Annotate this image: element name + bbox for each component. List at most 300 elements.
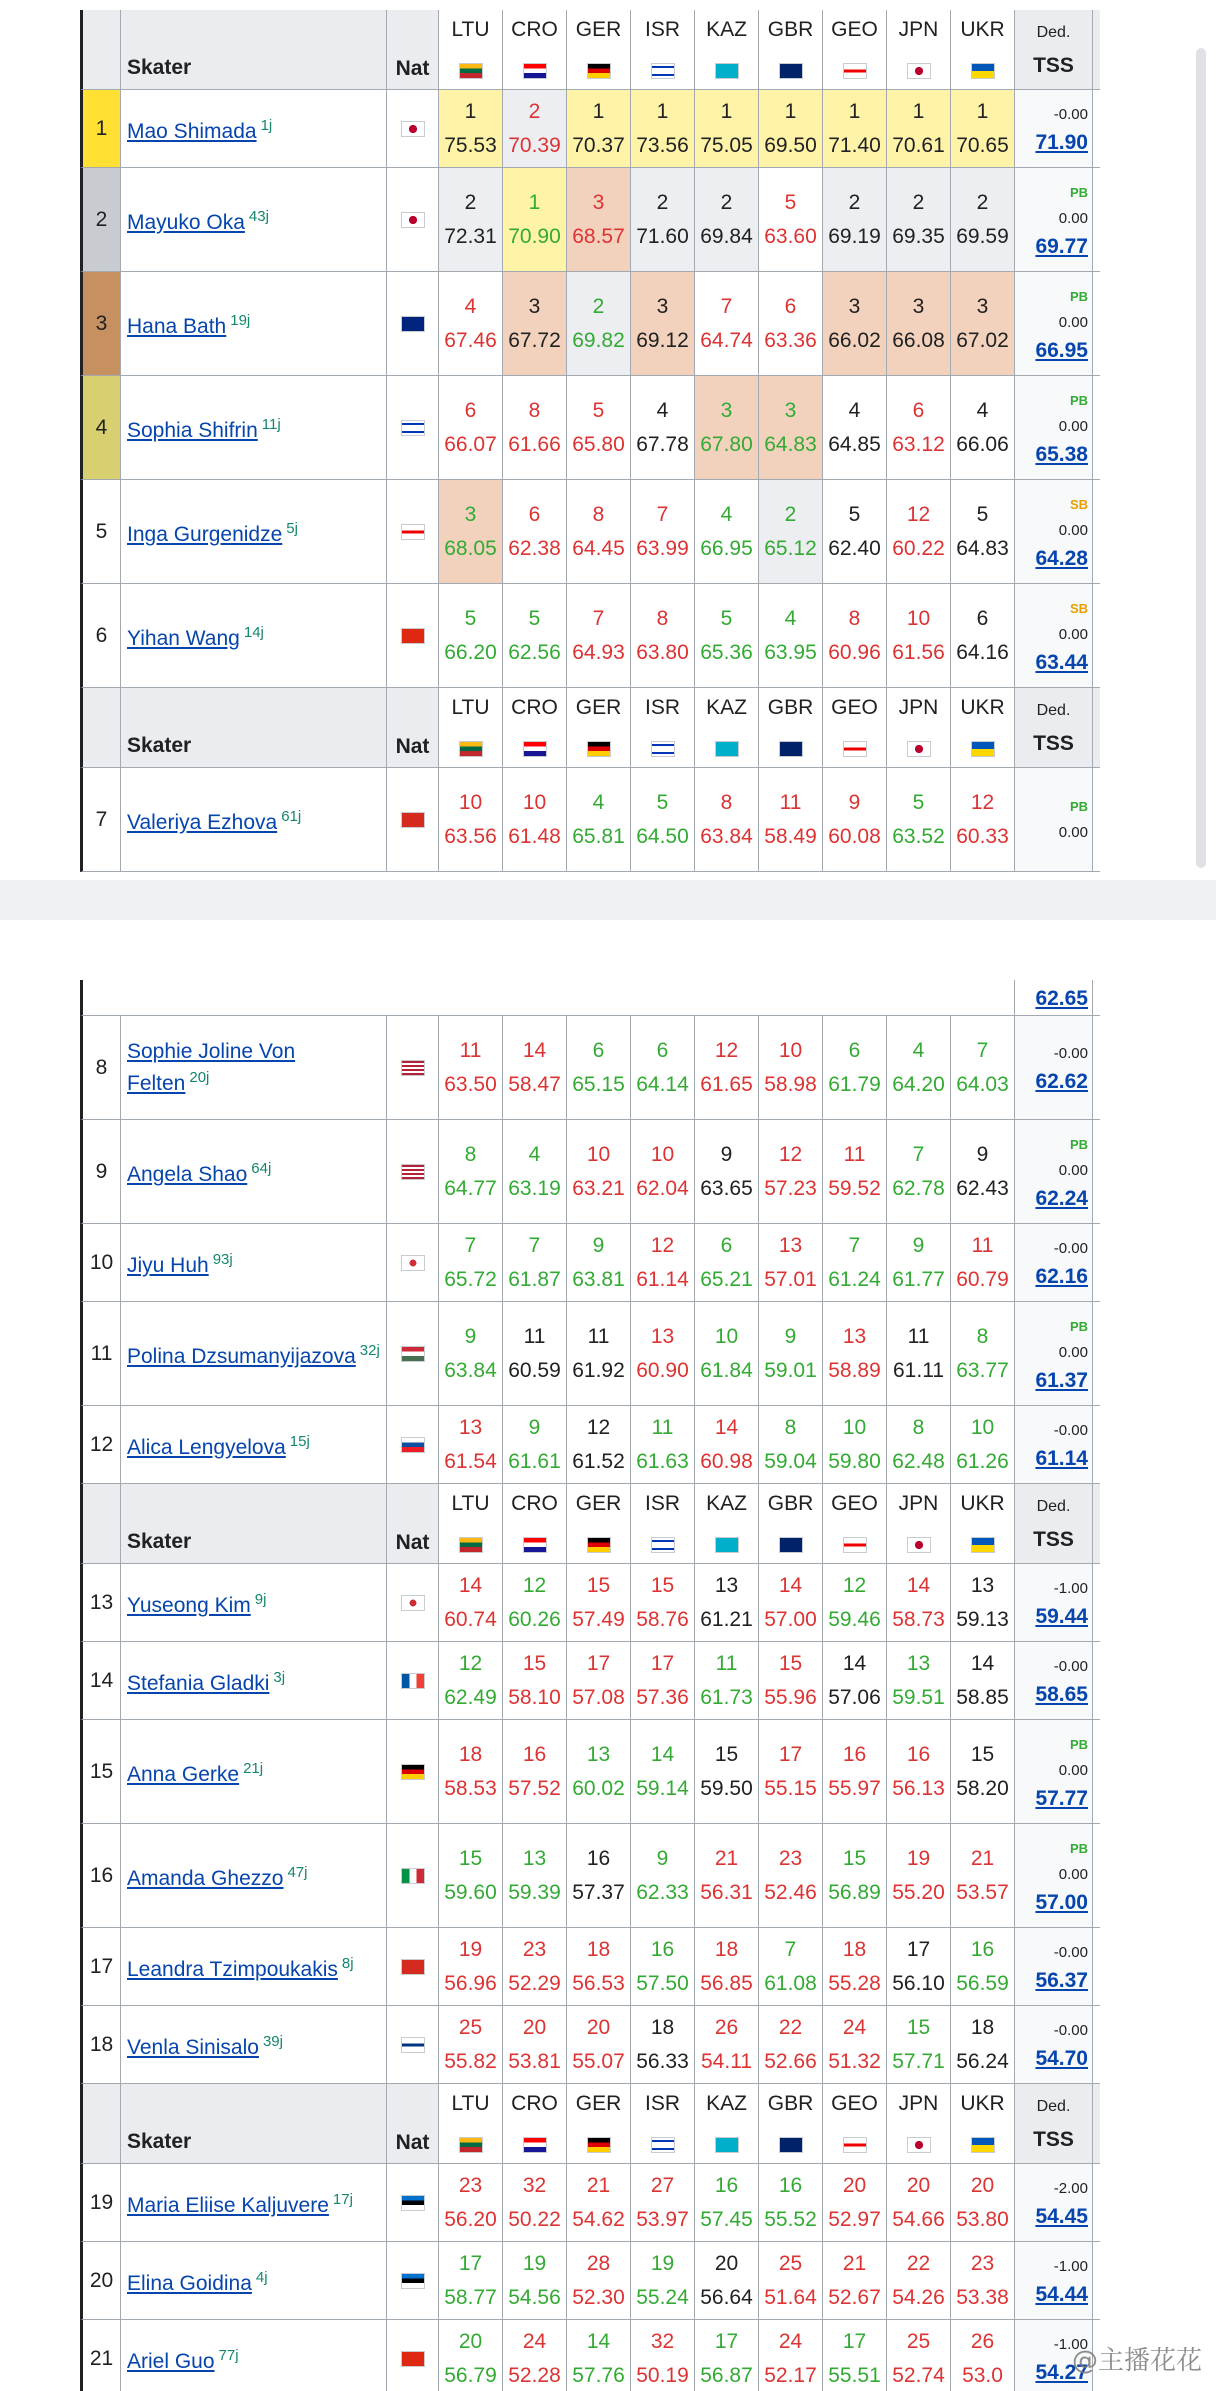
judge-placement: 21: [714, 1846, 739, 1870]
judge-score: 52.97: [828, 2207, 881, 2231]
judge-score: 57.01: [764, 1267, 817, 1291]
judge-score-cell: [823, 1120, 887, 1223]
rank-cell: 7: [83, 768, 121, 871]
judge-ref-note[interactable]: 64j: [251, 1159, 272, 1177]
judge-placement: 2: [848, 190, 861, 214]
skater-name-link[interactable]: Ariel Guo: [127, 2349, 215, 2373]
skater-name-line: [127, 1338, 380, 1370]
judge-column-header: [759, 2084, 823, 2163]
judge-ref-note[interactable]: 39j: [262, 2032, 283, 2050]
judge-score-cell: [759, 1016, 823, 1119]
judge-score: 72.31: [444, 224, 497, 248]
judge-placement: 10: [778, 1038, 803, 1062]
skater-name-link[interactable]: Leandra Tzimpoukakis: [127, 1957, 338, 1981]
judge-country-code: JPN: [898, 2092, 939, 2115]
judge-score: 56.13: [892, 1776, 945, 1800]
skater-name-link[interactable]: Stefania Gladki: [127, 1671, 270, 1695]
tss-total-link[interactable]: 54.27: [1035, 2360, 1088, 2384]
judge-ref-note[interactable]: 19j: [230, 311, 251, 329]
rank-cell: 8: [83, 1016, 121, 1119]
results-table-part-1: [80, 10, 1100, 872]
judge-score-cell: [567, 272, 631, 375]
cro-flag-icon: [523, 741, 547, 757]
tss-total-link[interactable]: 65.38: [1035, 442, 1088, 466]
judge-placement: 3: [976, 294, 989, 318]
judge-score-cell: [951, 168, 1015, 271]
judge-country-code: GEO: [831, 2092, 878, 2115]
tss-total-link[interactable]: 69.77: [1035, 234, 1088, 258]
tss-total-link[interactable]: 62.62: [1035, 1069, 1088, 1093]
nat-column-header: Nat: [387, 688, 439, 767]
judge-score: 63.95: [764, 640, 817, 664]
judge-score: 53.81: [508, 2049, 561, 2073]
judge-score-cell: [631, 1302, 695, 1405]
judge-ref-note[interactable]: 93j: [212, 1250, 233, 1268]
judge-placement: 11: [459, 1038, 482, 1062]
judge-country-code: KAZ: [706, 18, 747, 41]
ger-flag-icon: [401, 1764, 425, 1780]
continued-spacer: [83, 980, 1015, 1015]
ded-tss-cell: [1015, 480, 1093, 583]
judge-score: 60.22: [892, 536, 945, 560]
tss-total-link[interactable]: 61.14: [1035, 1446, 1088, 1470]
skater-name-link[interactable]: Angela Shao: [127, 1162, 248, 1186]
judge-country-code: GBR: [767, 696, 814, 719]
tss-total-link[interactable]: 66.95: [1035, 338, 1088, 362]
tss-total-link[interactable]: 57.00: [1035, 1890, 1088, 1914]
judge-placement: 9: [848, 790, 861, 814]
judge-score: 61.56: [892, 640, 945, 664]
judge-score: 63.50: [444, 1072, 497, 1096]
ded-label: Ded.: [1036, 1498, 1071, 1515]
judge-placement: 7: [464, 1233, 477, 1257]
judge-score-cell: [503, 1928, 567, 2005]
judge-placement: 9: [592, 1233, 605, 1257]
judge-placement: 2: [976, 190, 989, 214]
judge-score: 58.73: [892, 1607, 945, 1631]
nat-cell: [387, 584, 439, 687]
judge-placement: 15: [650, 1573, 675, 1597]
judge-score: 60.74: [444, 1607, 497, 1631]
ded-tss-cell: [1015, 1928, 1093, 2005]
judge-country-code: JPN: [898, 1492, 939, 1515]
cro-flag-icon: [523, 63, 547, 79]
judge-score-cell: [695, 2242, 759, 2319]
judge-score: 62.04: [636, 1176, 689, 1200]
judge-score-cell: [823, 1928, 887, 2005]
judge-placement: 32: [650, 2329, 675, 2353]
judge-score: 63.21: [572, 1176, 625, 1200]
judge-score-cell: [567, 2164, 631, 2241]
judge-score-cell: [631, 1564, 695, 1641]
judge-score-cell: [759, 168, 823, 271]
judge-ref-note[interactable]: 8j: [341, 1954, 354, 1972]
judge-placement: 18: [650, 2015, 675, 2039]
deduction-value: 0.00: [1058, 1865, 1088, 1883]
skater-name-link[interactable]: Yuseong Kim: [127, 1593, 251, 1617]
judge-column-header: [823, 1484, 887, 1563]
judge-country-code: GEO: [831, 696, 878, 719]
judge-placement: 5: [784, 190, 797, 214]
judge-score-cell: [695, 1406, 759, 1483]
judge-score: 61.11: [893, 1358, 944, 1382]
judge-score: 55.52: [764, 2207, 817, 2231]
judge-score-cell: [439, 1224, 503, 1301]
judge-score-cell: [823, 584, 887, 687]
judge-score-cell: [951, 2006, 1015, 2083]
judge-score: 63.60: [764, 224, 817, 248]
tss-total-link[interactable]: 54.45: [1035, 2204, 1088, 2228]
jpn-flag-icon: [907, 741, 931, 757]
judge-score: 57.37: [572, 1880, 625, 1904]
judge-score-cell: [503, 168, 567, 271]
judge-score: 64.16: [956, 640, 1009, 664]
judge-placement: 11: [523, 1324, 546, 1348]
judge-score: 61.79: [828, 1072, 881, 1096]
judge-column-header: [887, 10, 951, 89]
judge-placement: 8: [784, 1415, 797, 1439]
judge-placement: 6: [976, 606, 989, 630]
deduction-value: -2.00: [1053, 2179, 1088, 2197]
skater-name-link[interactable]: Jiyu Huh: [127, 1253, 209, 1277]
nat-cell: [387, 90, 439, 167]
ded-tss-cell: [1015, 584, 1093, 687]
judge-score: 64.74: [700, 328, 753, 352]
skater-row: [80, 2164, 1100, 2242]
judge-score-cell: [439, 168, 503, 271]
judge-score-cell: [631, 1224, 695, 1301]
judge-score-cell: [695, 584, 759, 687]
skater-row: [80, 1016, 1100, 1120]
tss-total-link[interactable]: 58.65: [1035, 1682, 1088, 1706]
deduction-value: 0.00: [1058, 1343, 1088, 1361]
judge-score-cell: [695, 1720, 759, 1823]
judge-ref-note[interactable]: 32j: [359, 1341, 380, 1359]
judge-score: 66.95: [700, 536, 753, 560]
judge-score: 64.14: [636, 1072, 689, 1096]
judge-score: 58.49: [764, 824, 817, 848]
judge-country-code: UKR: [960, 696, 1005, 719]
hun-flag-icon: [401, 1346, 425, 1362]
judge-score: 57.71: [892, 2049, 945, 2073]
skater-name-link[interactable]: Mao Shimada: [127, 119, 257, 143]
nat-cell: [387, 1564, 439, 1641]
judge-placement: 16: [970, 1937, 995, 1961]
judge-placement: 6: [656, 1038, 669, 1062]
judge-ref-note[interactable]: 17j: [332, 2190, 353, 2208]
judge-column-header: [695, 2084, 759, 2163]
judge-placement: 23: [778, 1846, 803, 1870]
skater-name-link[interactable]: Amanda Ghezzo: [127, 1866, 284, 1890]
judge-score: 53.80: [956, 2207, 1009, 2231]
tss-total-link[interactable]: 61.37: [1035, 1368, 1088, 1392]
judge-score: 53.38: [956, 2285, 1009, 2309]
judge-column-header: [823, 688, 887, 767]
judge-score-cell: [759, 1224, 823, 1301]
judge-ref-note[interactable]: 77j: [218, 2346, 239, 2364]
nat-cell: [387, 2006, 439, 2083]
judge-ref-note[interactable]: 47j: [287, 1863, 308, 1881]
judge-score-cell: [439, 90, 503, 167]
judge-score: 55.97: [828, 1776, 881, 1800]
judge-score-cell: [695, 480, 759, 583]
tss-total-link[interactable]: 62.24: [1035, 1186, 1088, 1210]
skater-row: [80, 1928, 1100, 2006]
rank-cell: 3: [83, 272, 121, 375]
judge-score: 56.53: [572, 1971, 625, 1995]
jpn-flag-icon: [401, 121, 425, 137]
judge-ref-note[interactable]: 3j: [273, 1668, 286, 1686]
judge-placement: 25: [778, 2251, 803, 2275]
judge-placement: 6: [592, 1038, 605, 1062]
skater-cell: [121, 1016, 387, 1119]
judge-score-cell: [503, 2164, 567, 2241]
judge-ref-note[interactable]: 21j: [243, 1759, 264, 1777]
skater-cell: [121, 1564, 387, 1641]
judge-placement: 8: [656, 606, 669, 630]
judge-placement: 13: [522, 1846, 547, 1870]
ita-flag-icon: [401, 1868, 425, 1884]
ded-tss-header: [1015, 1484, 1093, 1563]
judge-score-cell: [695, 272, 759, 375]
judge-column-header: [951, 688, 1015, 767]
judge-score-cell: [823, 2320, 887, 2391]
judge-placement: 23: [522, 1937, 547, 1961]
gbr-flag-icon: [779, 1537, 803, 1553]
skater-name-link[interactable]: Sophie Joline Von Felten: [127, 1039, 296, 1095]
judge-placement: 15: [586, 1573, 611, 1597]
judge-ref-note[interactable]: 9j: [254, 1590, 267, 1608]
judge-score: 54.11: [701, 2049, 752, 2073]
judge-score-cell: [567, 1120, 631, 1223]
skater-row: [80, 272, 1100, 376]
skater-name-line: [127, 2343, 380, 2375]
judge-placement: 15: [906, 2015, 931, 2039]
tss-total-link[interactable]: 63.44: [1035, 650, 1088, 674]
gbr-flag-icon: [779, 741, 803, 757]
judge-placement: 12: [778, 1142, 803, 1166]
judge-score-cell: [759, 2006, 823, 2083]
skater-cell: [121, 2006, 387, 2083]
judge-score-cell: [951, 1406, 1015, 1483]
judge-ref-note[interactable]: 20j: [189, 1068, 210, 1086]
screenshot-bottom: [0, 920, 1216, 2391]
judge-country-code: JPN: [898, 18, 939, 41]
judge-ref-note[interactable]: 1j: [260, 116, 273, 134]
judge-score-cell: [567, 1642, 631, 1719]
skater-name-link[interactable]: Anna Gerke: [127, 1762, 240, 1786]
skater-cell: [121, 480, 387, 583]
judge-score-cell: [631, 1928, 695, 2005]
deduction-value: 0.00: [1058, 823, 1088, 841]
judge-country-code: LTU: [451, 1492, 490, 1515]
nat-column-header: Nat: [387, 2084, 439, 2163]
skater-name-link[interactable]: Hana Bath: [127, 314, 227, 338]
judge-country-code: UKR: [960, 18, 1005, 41]
judge-score-cell: [759, 272, 823, 375]
skater-name-link[interactable]: Alica Lengyelova: [127, 1435, 286, 1459]
judge-placement: 17: [714, 2329, 739, 2353]
judge-score-cell: [439, 1016, 503, 1119]
judge-score: 61.52: [572, 1449, 625, 1473]
tss-total-link[interactable]: 57.77: [1035, 1786, 1088, 1810]
judge-score: 60.33: [956, 824, 1009, 848]
judge-placement: 14: [842, 1651, 867, 1675]
skater-row: [80, 1824, 1100, 1928]
tss-label: TSS: [1033, 1528, 1074, 1551]
judge-score-cell: [439, 584, 503, 687]
judge-placement: 15: [842, 1846, 867, 1870]
judge-score: 60.90: [636, 1358, 689, 1382]
judge-score: 73.56: [636, 133, 689, 157]
deduction-value: -0.00: [1053, 1239, 1088, 1257]
judge-score-cell: [887, 1016, 951, 1119]
tss-total-link[interactable]: 54.70: [1035, 2046, 1088, 2070]
fin-flag-icon: [401, 2037, 425, 2053]
judge-score-cell: [503, 1406, 567, 1483]
skater-name-link[interactable]: Mayuko Oka: [127, 210, 245, 234]
judge-placement: 2: [528, 99, 541, 123]
judge-ref-note[interactable]: 14j: [243, 623, 264, 641]
isr-flag-icon: [651, 741, 675, 757]
judge-country-code: LTU: [451, 18, 490, 41]
judge-score-cell: [951, 1720, 1015, 1823]
judge-score: 61.77: [892, 1267, 945, 1291]
judge-score: 56.85: [700, 1971, 753, 1995]
ded-tss-cell: [1015, 1406, 1093, 1483]
judge-score: 60.26: [508, 1607, 561, 1631]
judge-score-cell: [631, 1824, 695, 1927]
tss-total-link[interactable]: 54.44: [1035, 2282, 1088, 2306]
judge-score: 64.85: [828, 432, 881, 456]
judge-placement: 25: [458, 2015, 483, 2039]
judge-placement: 8: [528, 398, 541, 422]
judge-score-cell: [887, 2006, 951, 2083]
judge-placement: 17: [458, 2251, 483, 2275]
judge-ref-note[interactable]: 15j: [289, 1432, 310, 1450]
judge-column-header: [759, 688, 823, 767]
skater-name-link[interactable]: Maria Eliise Kaljuvere: [127, 2193, 329, 2217]
tss-total-link[interactable]: 56.37: [1035, 1968, 1088, 1992]
judge-placement: 7: [528, 1233, 541, 1257]
ded-tss-cell: [1015, 1720, 1093, 1823]
judge-placement: 5: [976, 502, 989, 526]
judge-placement: 17: [842, 2329, 867, 2353]
tss-total-link[interactable]: 62.16: [1035, 1264, 1088, 1288]
tss-total-link[interactable]: 64.28: [1035, 546, 1088, 570]
skater-name-link[interactable]: Valeriya Ezhova: [127, 810, 278, 834]
judge-placement: 19: [522, 2251, 547, 2275]
sui-flag-icon: [401, 812, 425, 828]
judge-score-cell: [695, 376, 759, 479]
judge-score: 66.06: [956, 432, 1009, 456]
judge-score-cell: [503, 376, 567, 479]
judge-score: 51.32: [828, 2049, 881, 2073]
judge-placement: 13: [906, 1651, 931, 1675]
rank-cell: 19: [83, 2164, 121, 2241]
aus-flag-icon: [401, 316, 425, 332]
judge-column-header: [631, 1484, 695, 1563]
judge-country-code: KAZ: [706, 2092, 747, 2115]
judge-placement: 10: [522, 790, 547, 814]
judge-placement: 2: [912, 190, 925, 214]
judge-score-cell: [823, 90, 887, 167]
skater-name-link[interactable]: Yihan Wang: [127, 626, 240, 650]
results-table-part-2: [80, 980, 1100, 2391]
judge-score: 56.31: [700, 1880, 753, 1904]
tss-total-link[interactable]: 59.44: [1035, 1604, 1088, 1628]
judge-placement: 22: [778, 2015, 803, 2039]
judge-placement: 11: [843, 1142, 866, 1166]
kaz-flag-icon: [715, 2137, 739, 2153]
judge-column-header: [567, 10, 631, 89]
judge-ref-note[interactable]: 5j: [286, 519, 298, 537]
judge-score-cell: [759, 1406, 823, 1483]
deduction-value: -1.00: [1053, 1579, 1088, 1597]
judge-score-cell: [567, 584, 631, 687]
nat-cell: [387, 2242, 439, 2319]
judge-score-cell: [631, 376, 695, 479]
judge-placement: 11: [651, 1415, 674, 1439]
skater-name-link[interactable]: Sophia Shifrin: [127, 418, 258, 442]
judge-score: 61.54: [444, 1449, 497, 1473]
judge-score-cell: [695, 1928, 759, 2005]
judge-score-cell: [823, 1302, 887, 1405]
tss-total-link[interactable]: 62.65: [1035, 986, 1088, 1010]
judge-placement: 16: [714, 2173, 739, 2197]
judge-country-code: ISR: [644, 696, 680, 719]
skater-name-link[interactable]: Venla Sinisalo: [127, 2035, 259, 2059]
judge-score: 67.80: [700, 432, 753, 456]
skater-name-link[interactable]: Elina Goidina: [127, 2271, 252, 2295]
skater-row: [80, 168, 1100, 272]
judge-score-cell: [695, 1224, 759, 1301]
nat-column-header: Nat: [387, 10, 439, 89]
judge-placement: 7: [784, 1937, 797, 1961]
judge-score: 53.57: [956, 1880, 1009, 1904]
judge-placement: 32: [522, 2173, 547, 2197]
skater-name-link[interactable]: Inga Gurgenidze: [127, 522, 283, 546]
scrollbar[interactable]: [1196, 48, 1206, 868]
judge-ref-note[interactable]: 11j: [261, 415, 281, 433]
tss-label: TSS: [1033, 732, 1074, 755]
judge-placement: 23: [970, 2251, 995, 2275]
judge-score-cell: [887, 272, 951, 375]
judge-score-cell: [631, 90, 695, 167]
skater-name-link[interactable]: Polina Dzsumanyijazova: [127, 1344, 356, 1368]
judge-country-code: GER: [575, 696, 622, 719]
judge-score: 68.57: [572, 224, 625, 248]
judge-score-cell: [759, 1642, 823, 1719]
judge-placement: 9: [784, 1324, 797, 1348]
judge-score: 66.07: [444, 432, 497, 456]
deduction-value: 0.00: [1058, 1761, 1088, 1779]
judge-score-cell: [439, 1302, 503, 1405]
skater-row: [80, 1302, 1100, 1406]
judge-ref-note[interactable]: 43j: [248, 207, 269, 225]
judge-score: 67.72: [508, 328, 561, 352]
nat-cell: [387, 376, 439, 479]
judge-ref-note[interactable]: 4j: [255, 2268, 268, 2286]
judge-ref-note[interactable]: 61j: [281, 807, 302, 825]
judge-score: 55.51: [828, 2363, 881, 2387]
judge-score-cell: [951, 2242, 1015, 2319]
tss-total-link[interactable]: 71.90: [1035, 130, 1088, 154]
judge-score: 70.39: [508, 133, 561, 157]
ded-tss-header: [1015, 2084, 1093, 2163]
skater-cell: [121, 1824, 387, 1927]
judge-score: 55.28: [828, 1971, 881, 1995]
